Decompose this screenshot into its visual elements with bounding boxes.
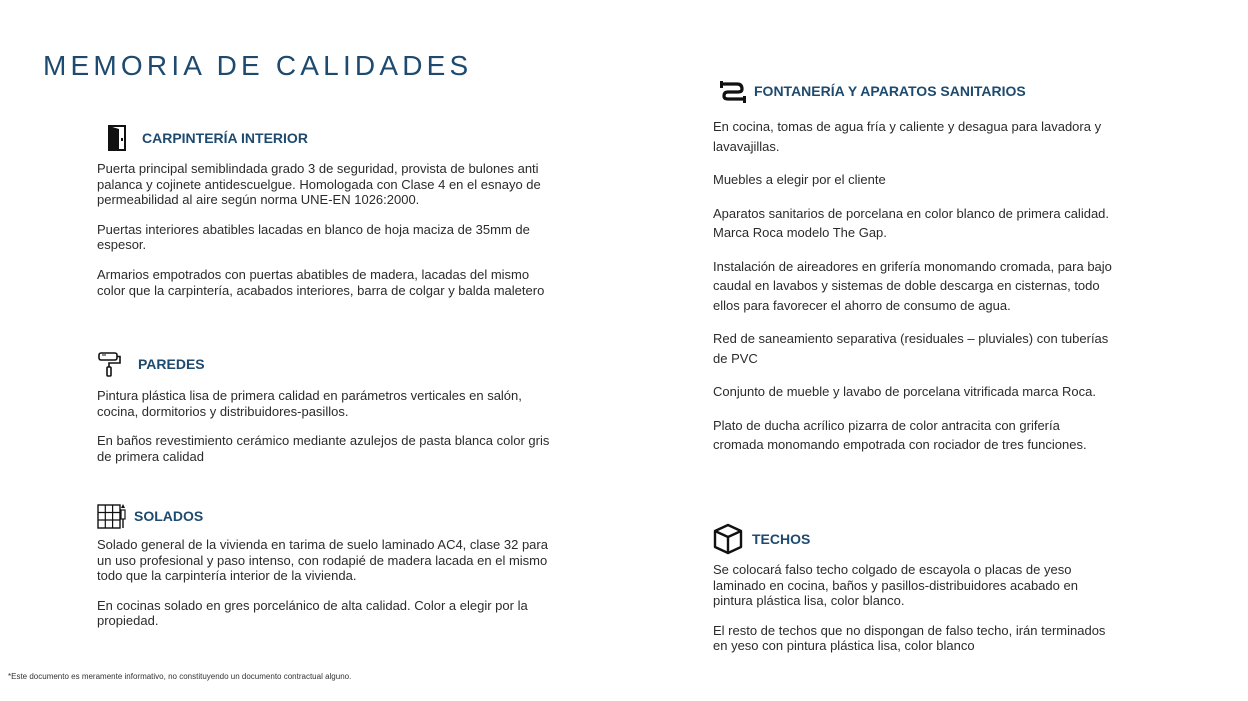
paragraph: Aparatos sanitarios de porcelana en color blanco de primera calidad. Marca Roca modelo The Gap. xyxy=(713,205,1110,240)
cube-icon xyxy=(713,523,743,555)
paint-roller-icon xyxy=(97,350,123,378)
section-paredes xyxy=(97,349,559,464)
section-body xyxy=(97,537,559,629)
paragraph: Instalación de aireadores en grifería monomando cromada, para bajo caudal en lavabos y sistemas de doble descarga en cisternas, todo ellos para favorecer el ahorro de consumo de agua. xyxy=(713,258,1112,313)
paragraph: Puertas interiores abatibles lacadas en blanco de hoja maciza de 35mm de espesor. xyxy=(97,221,530,253)
paragraph: Se colocará falso techo colgado de escayola o placas de yeso laminado en cocina, baños y pasillos-distribuidores acabado en pintura plástica lisa, color blanco. xyxy=(713,562,1078,609)
section-heading xyxy=(97,501,559,531)
section-heading xyxy=(105,123,559,153)
section-fontaneria xyxy=(713,76,1113,455)
section-body xyxy=(713,117,1113,455)
disclaimer-footer: *Este documento es meramente informativo, no constituyendo un documento contractual alguno. xyxy=(8,672,352,681)
page-title: MEMORIA DE CALIDADES xyxy=(43,50,473,81)
pipe-icon xyxy=(719,77,747,105)
tiles-icon xyxy=(97,502,127,530)
paragraph: Solado general de la vivienda en tarima de suelo laminado AC4, clase 32 para un uso profesional y paso intenso, con rodapié de madera lacada en el mismo todo que la carpintería interior de la vivienda. xyxy=(97,537,548,584)
heading-text: TECHOS xyxy=(752,531,811,547)
paragraph: El resto de techos que no dispongan de falso techo, irán terminados en yeso con pintura plástica lisa, color blanco xyxy=(713,622,1106,654)
heading-text: FONTANERÍA Y APARATOS SANITARIOS xyxy=(754,83,1026,99)
paragraph: En cocina, tomas de agua fría y caliente y desagua para lavadora y lavavajillas. xyxy=(713,119,1102,154)
section-carpinteria xyxy=(97,123,559,298)
section-techos xyxy=(713,524,1113,654)
section-body xyxy=(97,388,559,464)
paragraph: Plato de ducha acrílico pizarra de color antracita con grifería cromada monomando empotrada con rociador de tres funciones. xyxy=(713,417,1087,452)
paragraph: En cocinas solado en gres porcelánico de alta calidad. Color a elegir por la propiedad. xyxy=(97,597,528,629)
section-heading xyxy=(719,76,1113,106)
paragraph: Conjunto de mueble y lavabo de porcelana vitrificada marca Roca. xyxy=(713,384,1096,399)
section-heading xyxy=(97,349,559,379)
paragraph: En baños revestimiento cerámico mediante azulejos de pasta blanca color gris de primera calidad xyxy=(97,433,550,464)
paragraph: Puerta principal semiblindada grado 3 de seguridad, provista de bulones anti palanca y cojinete antidescuelgue. Homologada con Clase 4 en el esnayo de permeabilidad al aire según norma UNE-EN 1026:2000. xyxy=(97,161,541,208)
paragraph: Armarios empotrados con puertas abatibles de madera, lacadas del mismo color que la carpintería, acabados interiores, barra de colgar y balda maletero xyxy=(97,266,545,298)
section-body xyxy=(97,161,559,298)
section-heading xyxy=(713,522,1113,556)
door-icon xyxy=(105,124,131,152)
section-body xyxy=(713,562,1113,654)
paragraph: Muebles a elegir por el cliente xyxy=(713,172,886,187)
section-solados xyxy=(97,501,559,629)
heading-text: SOLADOS xyxy=(134,508,204,524)
heading-text: PAREDES xyxy=(138,356,205,372)
paragraph: Pintura plástica lisa de primera calidad en parámetros verticales en salón, cocina, dormitorios y distribuidores-pasillos. xyxy=(97,388,522,419)
paragraph: Red de saneamiento separativa (residuales – pluviales) con tuberías de PVC xyxy=(713,331,1109,366)
heading-text: CARPINTERÍA INTERIOR xyxy=(142,130,308,146)
